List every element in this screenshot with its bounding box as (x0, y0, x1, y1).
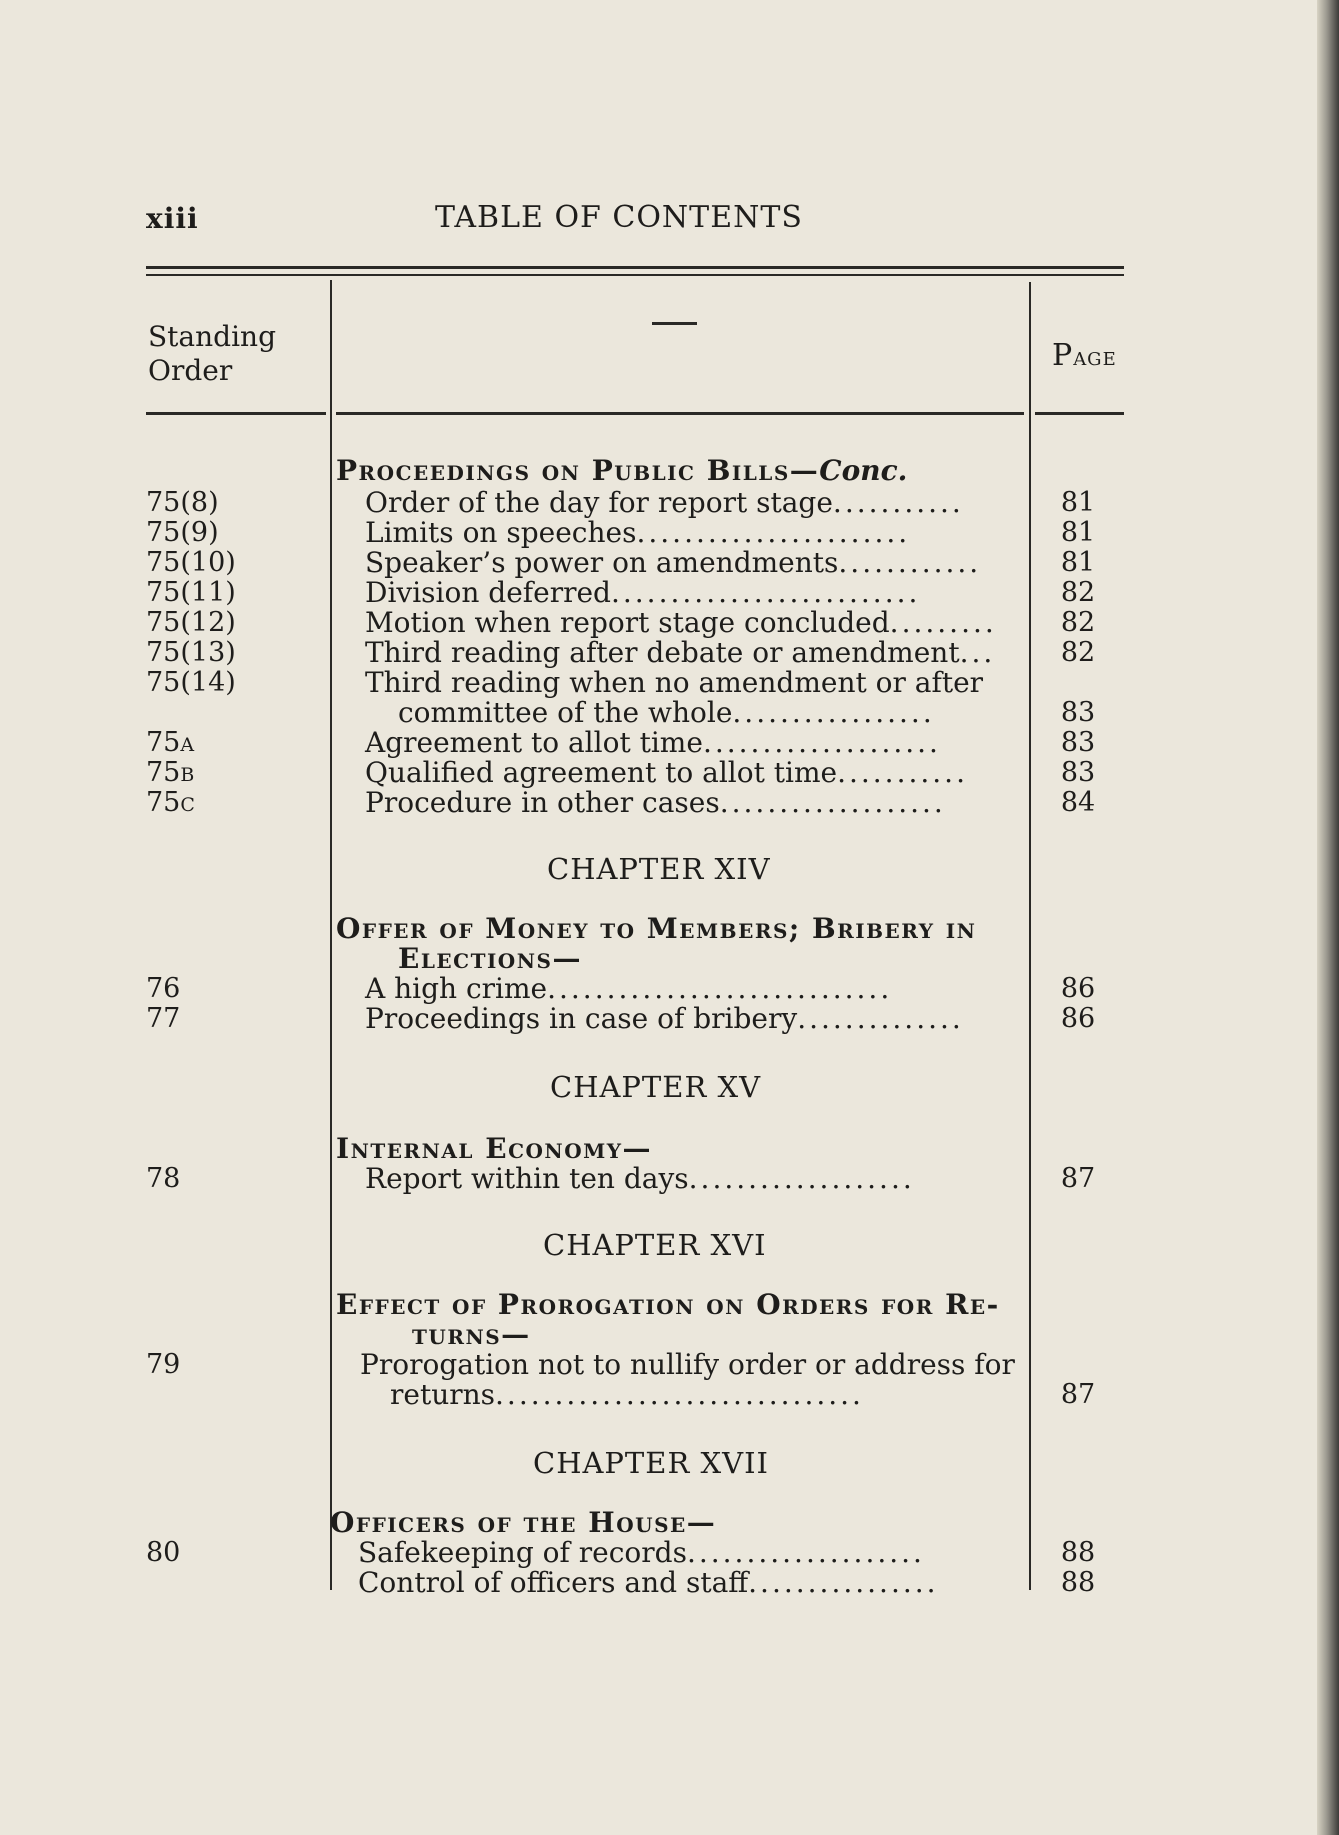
page-ref: 86 (1060, 1003, 1096, 1034)
page-ref: 83 (1060, 697, 1096, 728)
so-number: 75(10) (146, 547, 236, 578)
toc-entry-continuation: returns............................... (390, 1378, 864, 1411)
page-column-header: Page (1052, 338, 1117, 373)
top-rule-thin (146, 274, 1124, 276)
so-number: 76 (146, 973, 181, 1004)
toc-entry: Control of officers and staff................ (358, 1566, 939, 1599)
section-heading: Officers of the House— (330, 1506, 717, 1539)
page-ref: 81 (1060, 487, 1096, 518)
so-number: 80 (146, 1537, 181, 1568)
header-underline-middle (336, 412, 1024, 415)
toc-entry: Prorogation not to nullify order or address for (360, 1348, 1015, 1381)
book-spine-edge (1317, 0, 1339, 1835)
page-ref: 86 (1060, 973, 1096, 1004)
toc-entry: Procedure in other cases................... (365, 786, 946, 819)
toc-entry: Division deferred.......................... (365, 576, 921, 609)
page-ref: 88 (1060, 1567, 1096, 1598)
toc-entry-continuation: committee of the whole................. (398, 696, 935, 729)
toc-entry: Order of the day for report stage........... (365, 486, 964, 519)
page-ref: 83 (1060, 757, 1096, 788)
page-ref: 82 (1060, 607, 1096, 638)
section-heading-continuation: Elections— (398, 942, 582, 975)
page-ref: 87 (1060, 1379, 1096, 1410)
toc-entry: Third reading when no amendment or after (365, 666, 984, 699)
so-number: 79 (146, 1349, 181, 1380)
so-number: 75C (146, 787, 195, 818)
top-rule-thick (146, 266, 1124, 269)
section-heading-continuation: turns— (412, 1318, 531, 1351)
section-heading: Effect of Prorogation on Orders for Re- (336, 1288, 1000, 1321)
page-ref: 87 (1060, 1163, 1096, 1194)
page-ref: 84 (1060, 787, 1096, 818)
chapter-title: CHAPTER XIV (547, 852, 771, 886)
toc-entry: Qualified agreement to allot time........... (365, 756, 968, 789)
section-heading: Offer of Money to Members; Bribery in (336, 912, 977, 945)
toc-entry: Limits on speeches....................... (365, 516, 911, 549)
so-number: 75(8) (146, 487, 219, 518)
so-number: 75(11) (146, 577, 236, 608)
column-divider-left (330, 280, 332, 1590)
so-number: 75A (146, 727, 195, 758)
page-number: xiii (146, 202, 199, 235)
so-number: 75(9) (146, 517, 219, 548)
toc-entry: A high crime............................. (365, 972, 893, 1005)
column-divider-right (1029, 282, 1031, 1590)
so-number: 78 (146, 1163, 181, 1194)
middle-column-dash (652, 322, 697, 325)
toc-entry: Motion when report stage concluded......... (365, 606, 997, 639)
page-title: TABLE OF CONTENTS (435, 200, 803, 235)
page-ref: 83 (1060, 727, 1096, 758)
toc-entry: Safekeeping of records.................... (358, 1536, 925, 1569)
toc-entry: Agreement to allot time.................... (365, 726, 941, 759)
so-number: 75(14) (146, 667, 236, 698)
so-number: 77 (146, 1003, 181, 1034)
section-heading: Internal Economy— (336, 1132, 653, 1165)
header-underline-page (1035, 412, 1124, 415)
so-number: 75B (146, 757, 195, 788)
so-number: 75(13) (146, 637, 236, 668)
page-ref: 81 (1060, 517, 1096, 548)
standing-order-header: Standing Order (148, 320, 276, 387)
page-ref: 88 (1060, 1537, 1096, 1568)
toc-entry: Report within ten days................... (365, 1162, 915, 1195)
toc-entry: Speaker’s power on amendments............ (365, 546, 982, 579)
chapter-title: CHAPTER XV (550, 1070, 762, 1104)
toc-entry: Proceedings in case of bribery.............. (365, 1002, 964, 1035)
page-ref: 82 (1060, 577, 1096, 608)
page-ref: 82 (1060, 637, 1096, 668)
section-heading-public-bills: Proceedings on Public Bills—Conc. (336, 454, 908, 487)
so-number: 75(12) (146, 607, 236, 638)
chapter-title: CHAPTER XVI (543, 1228, 767, 1262)
page-ref: 81 (1060, 547, 1096, 578)
header-underline-so (146, 412, 326, 415)
toc-entry: Third reading after debate or amendment... (365, 636, 996, 669)
chapter-title: CHAPTER XVII (533, 1446, 769, 1480)
